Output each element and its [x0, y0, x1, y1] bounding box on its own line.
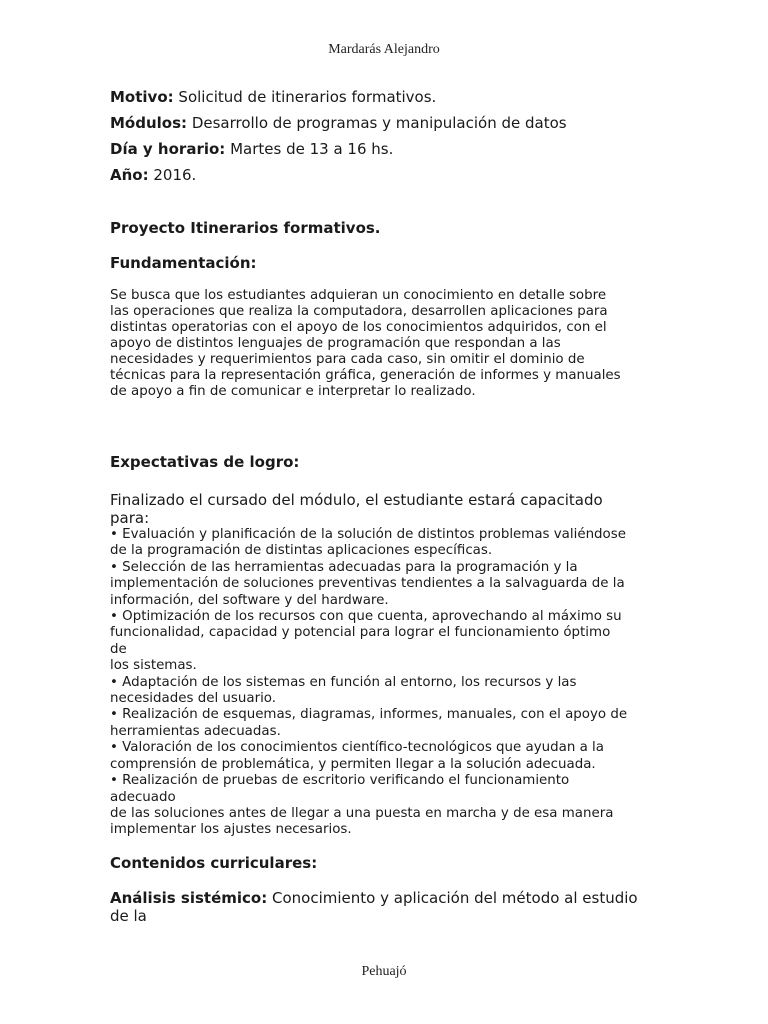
fundamentacion-paragraph: [110, 288, 658, 400]
paragraph-line: las operaciones que realiza la computadora, desarrollen aplicaciones para: [110, 304, 608, 319]
bullet-line: necesidades del usuario.: [110, 691, 277, 707]
bullet-line: información, del software y del hardware.: [110, 592, 389, 608]
meta-modulos: [110, 110, 658, 136]
bullet-line: • Adaptación de los sistemas en función al entorno, los recursos y las: [110, 674, 577, 690]
contenidos-heading: Contenidos curriculares:: [110, 853, 318, 872]
meta-label: Módulos:: [110, 114, 188, 132]
intro-line: Finalizado el cursado del módulo, el estudiante estará capacitado: [110, 491, 603, 509]
bullet-line: implementar los ajustes necesarios.: [110, 822, 352, 838]
meta-value: Solicitud de itinerarios formativos.: [178, 88, 437, 106]
paragraph-line: apoyo de distintos lenguajes de programación que respondan a las: [110, 336, 561, 351]
analisis-label: Análisis sistémico:: [110, 888, 268, 907]
bullet-line: • Realización de esquemas, diagramas, informes, manuales, con el apoyo de: [110, 707, 628, 723]
bullet-line: • Selección de las herramientas adecuadas para la programación y la: [110, 559, 578, 575]
expectativas-bullet-list: [110, 527, 658, 839]
bullet-line: • Evaluación y planificación de la solución de distintos problemas valiéndose: [110, 527, 626, 542]
bullet-line: herramientas adecuadas.: [110, 723, 281, 739]
meta-value: Martes de 13 a 16 hs.: [230, 140, 394, 158]
bullet-line: comprensión de problemática, y permiten llegar a la solución adecuada.: [110, 756, 596, 772]
bullet-line: de la programación de distintas aplicaciones específicas.: [110, 543, 493, 559]
document-body: [110, 84, 658, 940]
meta-value: 2016.: [153, 166, 197, 184]
bullet-line: funcionalidad, capacidad y potencial para lograr el funcionamiento óptimo: [110, 625, 611, 641]
analisis-sistemico-paragraph: [110, 889, 658, 925]
page-header-author: Mardarás Alejandro: [328, 42, 440, 57]
analisis-line: Conocimiento y aplicación del método al estudio: [272, 888, 638, 907]
bullet-line: los sistemas.: [110, 658, 197, 674]
bullet-line: • Optimización de los recursos con que cuenta, aprovechando al máximo su: [110, 609, 622, 625]
fundamentacion-heading: Fundamentación:: [110, 254, 257, 272]
bullet-line: adecuado: [110, 789, 176, 805]
paragraph-line: distintas operatorias con el apoyo de los conocimientos adquiridos, con el: [110, 320, 607, 335]
bullet-line: de: [110, 641, 127, 657]
paragraph-line: técnicas para la representación gráfica, generación de informes y manuales: [110, 368, 621, 383]
meta-label: Día y horario:: [110, 140, 226, 158]
intro-line: para:: [110, 509, 150, 527]
bullet-line: • Valoración de los conocimientos científico-tecnológicos que ayudan a la: [110, 740, 604, 756]
meta-label: Año:: [110, 166, 149, 184]
bullet-line: implementación de soluciones preventivas tendientes a la salvaguarda de la: [110, 576, 625, 592]
expectativas-intro: [110, 491, 658, 527]
page-footer-place: Pehuajó: [361, 964, 407, 979]
expectativas-heading: Expectativas de logro:: [110, 453, 300, 471]
meta-label: Motivo:: [110, 88, 174, 106]
bullet-line: de las soluciones antes de llegar a una puesta en marcha y de esa manera: [110, 805, 614, 821]
paragraph-line: Se busca que los estudiantes adquieran un conocimiento en detalle sobre: [110, 288, 607, 303]
project-title: Proyecto Itinerarios formativos.: [110, 219, 381, 237]
meta-motivo: [110, 84, 658, 110]
meta-anio: [110, 162, 658, 188]
bullet-line: • Realización de pruebas de escritorio verificando el funcionamiento: [110, 773, 570, 789]
paragraph-line: de apoyo a fin de comunicar e interpretar lo realizado.: [110, 384, 476, 399]
analisis-line: de la: [110, 906, 147, 925]
paragraph-line: necesidades y requerimientos para cada caso, sin omitir el dominio de: [110, 352, 585, 367]
meta-dia-horario: [110, 136, 658, 162]
meta-value: Desarrollo de programas y manipulación de datos: [191, 114, 567, 132]
